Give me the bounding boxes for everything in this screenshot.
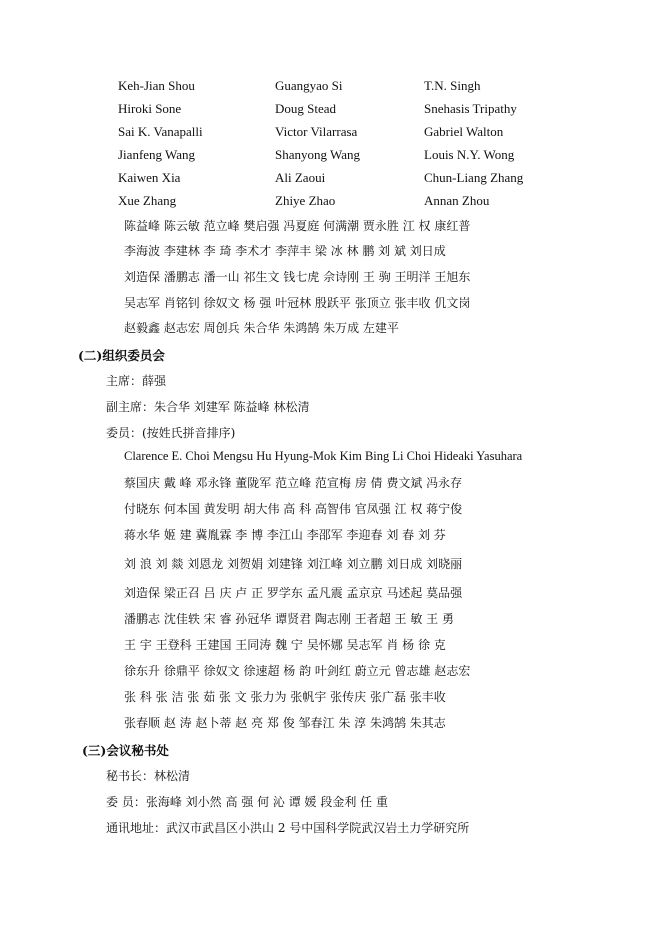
secretariat-heading: (三)会议秘书处 — [82, 743, 169, 758]
name-cell: T.N. Singh — [424, 78, 481, 93]
name-cell: Victor Vilarrasa — [275, 124, 358, 139]
name-cell: Shanyong Wang — [275, 147, 361, 162]
org-member-line: 刘造保 梁正召 吕 庆 卢 正 罗学东 孟凡震 孟京京 马述起 莫品强 — [124, 586, 463, 600]
name-row — [118, 78, 638, 101]
org-member-line: 付晓东 何本国 黄发明 胡大伟 高 科 高智伟 官凤强 江 权 蒋宁俊 — [124, 502, 463, 516]
org-member-line: 刘 浪 刘 燚 刘恩龙 刘贺娟 刘建锋 刘江峰 刘立鹏 刘日成 刘晓丽 — [124, 557, 463, 571]
secretary-general: 秘书长：林松清 — [106, 769, 191, 783]
name-cell: Keh-Jian Shou — [118, 78, 195, 93]
name-cell: Sai K. Vanapalli — [118, 124, 203, 139]
secretariat-address: 通讯地址：武汉市武昌区小洪山 2 号中国科学院武汉岩土力学研究所 — [106, 821, 470, 835]
secretariat-members: 委 员：张海峰 刘小然 高 强 何 沁 谭 媛 段金利 任 重 — [106, 795, 388, 809]
org-vice-chair: 副主席：朱合华 刘建军 陈益峰 林松清 — [106, 400, 310, 414]
org-chair: 主席：薛强 — [106, 374, 167, 388]
chinese-name-line: 吴志军 肖铭钊 徐奴文 杨 强 叶冠林 殷跃平 张顶立 张丰收 仉文岗 — [124, 296, 471, 310]
english-name-grid — [118, 78, 638, 216]
name-cell: Doug Stead — [275, 101, 337, 116]
org-committee-heading: (二)组织委员会 — [78, 348, 165, 363]
org-member-line: 张春顺 赵 涛 赵卜蒂 赵 亮 郑 俊 邹春江 朱 淳 朱鸿鹄 朱其志 — [124, 716, 446, 730]
name-cell: Xue Zhang — [118, 193, 177, 208]
org-members-label: 委员：(按姓氏拼音排序) — [106, 426, 236, 440]
org-member-line: 蒋水华 姬 建 冀胤霖 李 博 李江山 李邵军 李迎春 刘 春 刘 芬 — [124, 528, 446, 542]
name-cell: Annan Zhou — [424, 193, 490, 208]
chinese-name-line: 刘造保 潘鹏志 潘一山 祁生文 钱七虎 佘诗刚 王 驹 王明洋 王旭东 — [124, 270, 471, 284]
org-member-line: 蔡国庆 戴 峰 邓永锋 董陇军 范立峰 范宣梅 房 倩 费文斌 冯永存 — [124, 476, 463, 490]
chinese-name-line: 赵毅鑫 赵志宏 周创兵 朱合华 朱鸿鹄 朱万成 左建平 — [124, 321, 399, 335]
name-row — [118, 193, 638, 216]
name-row — [118, 170, 638, 193]
name-cell: Ali Zaoui — [275, 170, 326, 185]
org-member-line: 王 宇 王登科 王建国 王同涛 魏 宁 吴怀娜 吴志军 肖 杨 徐 克 — [124, 638, 446, 652]
chinese-name-line: 陈益峰 陈云敏 范立峰 樊启强 冯夏庭 何满潮 贾永胜 江 权 康红普 — [124, 219, 471, 233]
name-row — [118, 101, 638, 124]
name-row — [118, 124, 638, 147]
name-cell: Jianfeng Wang — [118, 147, 196, 162]
name-cell: Hiroki Sone — [118, 101, 182, 116]
org-members-latin: Clarence E. Choi Mengsu Hu Hyung-Mok Kim Bing Li Choi Hideaki Yasuhara — [124, 449, 523, 463]
name-cell: Gabriel Walton — [424, 124, 504, 139]
name-cell: Zhiye Zhao — [275, 193, 336, 208]
org-member-line: 张 科 张 洁 张 茹 张 文 张力为 张帆宇 张传庆 张广磊 张丰收 — [124, 690, 446, 704]
name-cell: Louis N.Y. Wong — [424, 147, 515, 162]
org-member-line: 潘鹏志 沈佳轶 宋 睿 孙冠华 谭贤君 陶志刚 王者超 王 敏 王 勇 — [124, 612, 454, 626]
name-cell: Chun-Liang Zhang — [424, 170, 524, 185]
chinese-name-line: 李海波 李建林 李 琦 李术才 李萍丰 梁 冰 林 鹏 刘 斌 刘日成 — [124, 244, 446, 258]
name-cell: Snehasis Tripathy — [424, 101, 517, 116]
name-row — [118, 147, 638, 170]
name-cell: Guangyao Si — [275, 78, 343, 93]
org-member-line: 徐东升 徐鼎平 徐奴文 徐速超 杨 韵 叶剑红 蔚立元 曾志雄 赵志宏 — [124, 664, 471, 678]
name-cell: Kaiwen Xia — [118, 170, 181, 185]
